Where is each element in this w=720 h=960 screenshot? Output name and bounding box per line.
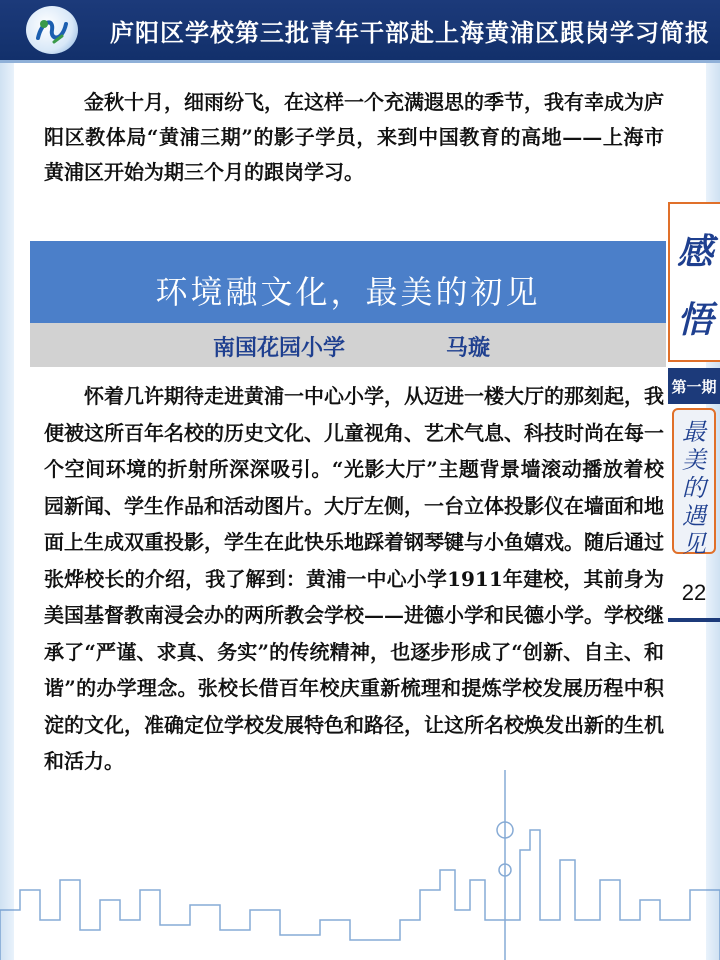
issue-title-char: 美	[682, 446, 706, 474]
article-body: 怀着几许期待走进黄浦一中心小学，从迈进一楼大厅的那刻起，我便被这所百年名校的历史文化、儿童视角、艺术气息、科技时尚在每一个空间环境的折射所深深吸引。“光影大厅”主题背景墙滚动播放着校园新闻、学生作品和活动图片。大厅左侧，一台立体投影仪在墙面和地面上生成双重投影，学生在此快乐地踩着钢琴键与小鱼嬉戏。随后通过张烨校长的介绍，我了解到：黄浦一中心小学1911年建校，其前身为美国基督教南浸会办的两所教会学校——进德小学和民德小学。学校继承了“严谨、求真、务实”的传统精神，也逐步形成了“创新、自主、和谐”的办学理念。张校长借百年校庆重新梳理和提炼学校发展历程中积淀的文化，准确定位学校发展特色和路径，让这所名校焕发出新的生机和活力。	[44, 384, 664, 773]
header-bar	[0, 0, 720, 63]
issue-label: 第一期	[668, 368, 720, 404]
intro-paragraph: 金秋十月，细雨纷飞，在这样一个充满遐思的季节，我有幸成为庐阳区教体局“黄浦三期”的影子学员，来到中国教育的高地——上海市黄浦区开始为期三个月的跟岗学习。	[44, 90, 664, 184]
city-skyline-illustration	[0, 770, 720, 960]
page-number-rule	[668, 618, 720, 622]
issue-title-char: 遇	[682, 502, 706, 530]
newsletter-title: 庐阳区学校第三批青年干部赴上海黄浦区跟岗学习简报	[110, 19, 710, 47]
section-char-1: 感	[676, 231, 713, 273]
section-char-2: 悟	[676, 299, 713, 341]
school-logo-icon	[26, 6, 78, 54]
issue-title-char: 最	[682, 418, 706, 446]
issue-title-char: 见	[682, 530, 706, 558]
section-tab	[668, 202, 720, 362]
article-title: 环境融文化，最美的初见	[155, 273, 541, 311]
byline-bar	[30, 323, 666, 367]
article-title-banner	[30, 241, 666, 323]
issue-title-box	[672, 408, 716, 558]
author-school: 南国花园小学	[213, 335, 346, 361]
page-number: 22	[681, 580, 707, 605]
issue-title-char: 的	[682, 474, 706, 502]
author-name: 马璇	[446, 335, 491, 361]
